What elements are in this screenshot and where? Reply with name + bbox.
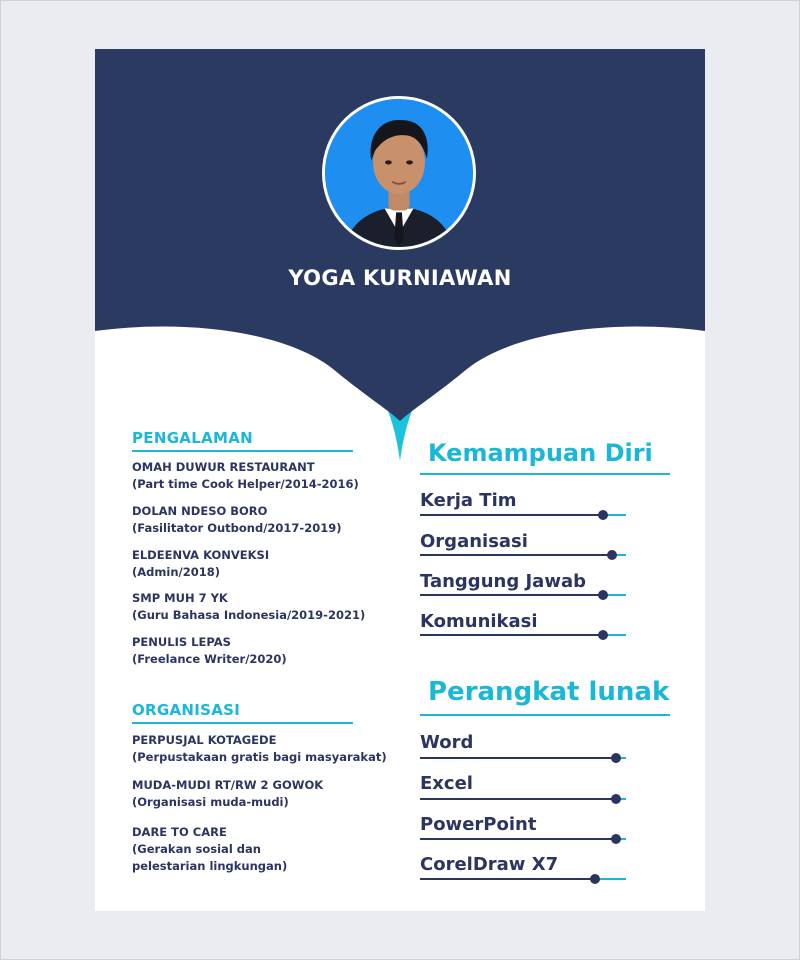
software-label: CorelDraw X7 <box>420 854 559 875</box>
organization-item-detail: (Perpustakaan gratis bagi masyarakat) <box>132 750 387 764</box>
level-knob <box>607 550 617 560</box>
skill-bar <box>420 589 626 601</box>
level-track-filled <box>420 514 603 516</box>
skill-bar <box>420 549 626 561</box>
experience-item <box>132 459 359 493</box>
organization-rule <box>132 722 353 724</box>
software-bar <box>420 793 626 805</box>
level-track-filled <box>420 878 595 880</box>
organization-item <box>132 732 387 766</box>
skills-title: Kemampuan Diri <box>428 439 653 467</box>
organization-item-detail: (Organisasi muda-mudi) <box>132 795 289 809</box>
skills-rule <box>420 473 670 475</box>
level-track-filled <box>420 594 603 596</box>
experience-item <box>132 547 269 581</box>
organization-item-detail-line2: pelestarian lingkungan) <box>132 859 288 873</box>
experience-item-detail: (Fasilitator Outbond/2017-2019) <box>132 521 342 535</box>
level-track-filled <box>420 838 616 840</box>
level-knob <box>611 794 621 804</box>
level-knob <box>611 753 621 763</box>
experience-rule <box>132 450 353 452</box>
level-knob <box>611 834 621 844</box>
organization-item <box>132 777 323 811</box>
skill-label: Kerja Tim <box>420 490 517 511</box>
experience-title: PENGALAMAN <box>132 429 253 447</box>
organization-item-name: MUDA-MUDI RT/RW 2 GOWOK <box>132 778 324 792</box>
experience-item <box>132 503 341 537</box>
experience-item-detail: (Admin/2018) <box>132 565 220 579</box>
software-rule <box>420 714 670 716</box>
level-track-filled <box>420 757 616 759</box>
organization-title: ORGANISASI <box>132 701 241 719</box>
level-knob <box>598 630 608 640</box>
level-knob <box>590 874 600 884</box>
level-track-filled <box>420 554 612 556</box>
skill-bar <box>420 509 626 521</box>
experience-item-detail: (Part time Cook Helper/2014-2016) <box>132 477 359 491</box>
organization-item-name: PERPUSJAL KOTAGEDE <box>132 733 277 747</box>
experience-item-name: DOLAN NDESO BORO <box>132 504 268 518</box>
experience-item-name: OMAH DUWUR RESTAURANT <box>132 460 315 474</box>
software-label: Word <box>420 732 474 753</box>
experience-item-name: PENULIS LEPAS <box>132 635 231 649</box>
profile-photo <box>322 96 476 250</box>
experience-item <box>132 634 287 668</box>
skill-bar <box>420 629 626 641</box>
skill-label: Organisasi <box>420 531 528 552</box>
organization-item <box>132 824 287 875</box>
software-label: PowerPoint <box>420 814 537 835</box>
level-track-filled <box>420 798 616 800</box>
organization-item-detail: (Gerakan sosial dan <box>132 842 261 856</box>
experience-item-name: SMP MUH 7 YK <box>132 591 228 605</box>
software-title: Perangkat lunak <box>428 677 670 707</box>
profile-name: YOGA KURNIAWAN <box>288 266 512 290</box>
skill-label: Tanggung Jawab <box>420 571 586 592</box>
experience-item-detail: (Guru Bahasa Indonesia/2019-2021) <box>132 608 366 622</box>
software-bar <box>420 873 626 885</box>
organization-item-name: DARE TO CARE <box>132 825 227 839</box>
experience-item-name: ELDEENVA KONVEKSI <box>132 548 270 562</box>
person-portrait-icon <box>325 99 473 247</box>
cv-paper <box>95 49 705 911</box>
level-knob <box>598 590 608 600</box>
software-label: Excel <box>420 773 473 794</box>
experience-item-detail: (Freelance Writer/2020) <box>132 652 287 666</box>
level-knob <box>598 510 608 520</box>
level-track-filled <box>420 634 603 636</box>
experience-item <box>132 590 365 624</box>
software-bar <box>420 833 626 845</box>
software-bar <box>420 752 626 764</box>
skill-label: Komunikasi <box>420 611 538 632</box>
